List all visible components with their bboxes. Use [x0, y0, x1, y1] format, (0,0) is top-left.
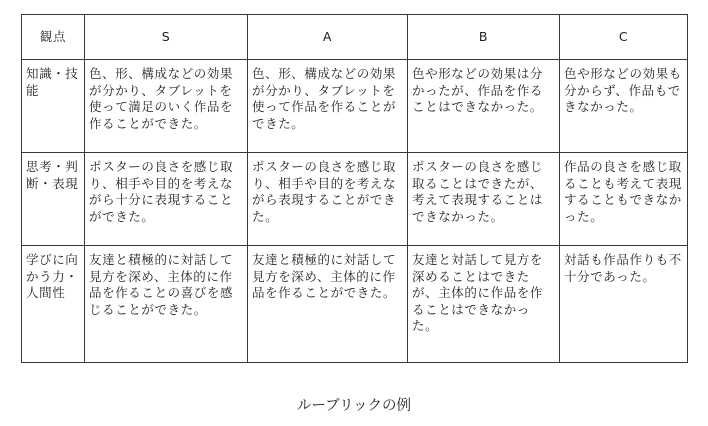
header-row	[22, 15, 688, 60]
cell-text: ポスターの良さを感じ取り、相手や目的を考えながら表現することができた。	[252, 159, 397, 224]
level-header-a: A	[248, 15, 408, 60]
cell-text: 友達と対話して見方を深めることはできたが、主体的に作品を作ることはできなかった。	[412, 252, 544, 333]
cell-text: ポスターの良さを感じ取り、相手や目的を考えながら十分に表現することができた。	[89, 159, 234, 224]
table-cell	[408, 60, 560, 153]
row-header-knowledge	[22, 60, 85, 153]
row-header-label: 知識・技能	[26, 66, 79, 98]
table-cell	[85, 246, 248, 363]
level-header-b: B	[408, 15, 560, 60]
viewpoint-header: 観点	[22, 15, 85, 60]
row-header-thinking	[22, 153, 85, 246]
row-header-attitude	[22, 246, 85, 363]
table-cell	[248, 60, 408, 153]
table-cell	[85, 60, 248, 153]
table-row	[22, 60, 688, 153]
figure-caption: ルーブリックの例	[296, 398, 412, 414]
cell-text: 色、形、構成などの効果が分かり、タブレットを使って作品を作ることができた。	[252, 66, 397, 131]
level-header-c: C	[560, 15, 688, 60]
table-cell	[248, 153, 408, 246]
cell-text: 色や形などの効果は分かったが、作品を作ることはできなかった。	[412, 66, 544, 114]
table-cell	[560, 153, 688, 246]
table-cell	[560, 60, 688, 153]
cell-text: 色や形などの効果も分からず、作品もできなかった。	[564, 66, 682, 114]
cell-text: 色、形、構成などの効果が分かり、タブレットを使って満足のいく作品を作ることができた。	[89, 66, 234, 131]
table-row	[22, 246, 688, 363]
table-cell	[248, 246, 408, 363]
cell-text: ポスターの良さを感じ取ることはできたが、考えて表現することはできなかった。	[412, 159, 544, 224]
cell-text: 作品の良さを感じ取ることも考えて表現することもできなかった。	[564, 159, 682, 224]
table-cell	[408, 246, 560, 363]
table-cell	[85, 153, 248, 246]
table-row	[22, 153, 688, 246]
cell-text: 対話も作品作りも不十分であった。	[564, 252, 682, 284]
level-header-s: S	[85, 15, 248, 60]
cell-text: 友達と積極的に対話して見方を深め、主体的に作品を作ることの喜びを感じることができた。	[89, 252, 234, 317]
row-header-label: 思考・判断・表現	[26, 159, 79, 191]
cell-text: 友達と積極的に対話して見方を深め、主体的に作品を作ることができた。	[252, 252, 397, 300]
rubric-table	[21, 14, 688, 363]
row-header-label: 学びに向かう力・人間性	[26, 252, 79, 300]
table-cell	[408, 153, 560, 246]
table-cell	[560, 246, 688, 363]
